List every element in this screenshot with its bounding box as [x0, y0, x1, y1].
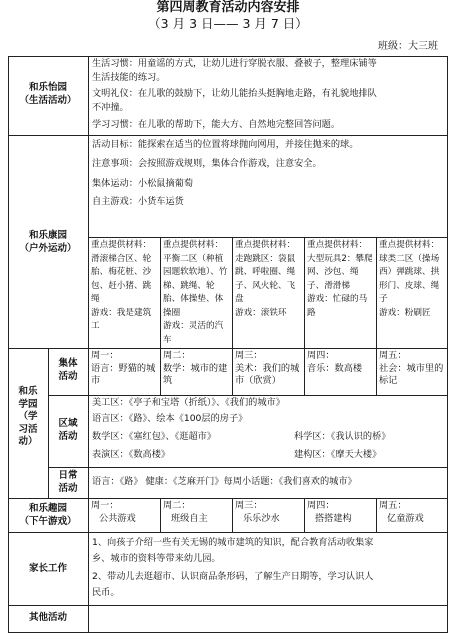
life-line: 不冲撞。 [92, 102, 129, 113]
day-label: 周二： [163, 350, 191, 361]
day-label: 周三： [235, 500, 263, 511]
day-label: 周五： [379, 350, 407, 361]
parent-work-line: 乡、城市的资料等带来幼儿园。 [92, 553, 221, 564]
parent-work-label: 家长工作 [28, 563, 67, 574]
day-content: 亿童游戏 [387, 512, 424, 524]
area-math: 数学区：《塞红包》、《逛超市》 [92, 431, 217, 442]
life-line: 生活习惯：用童谣的方式，让幼儿进行穿脱衣服、叠被子，整理床铺等 [92, 58, 377, 69]
parent-work-line: 1、向孩子介绍一些有关无锡的城市建筑的知识，配合教育活动收集家 [92, 537, 374, 548]
day-label: 周四： [307, 500, 335, 511]
day-content: 美术：我们的城市（欣赏） [235, 362, 300, 387]
day-content: 公共游戏 [99, 512, 136, 524]
other-activities-label: 其他活动 [28, 612, 67, 623]
life-line: 文明礼仪：在儿歌的鼓励下，让幼儿能抬头挺胸地走路，有礼貌地排队 [92, 88, 377, 99]
outdoor-goal-line: 活动目标：能探索在适当的位置将球抛向网用，并接住抛来的球。 [92, 139, 359, 150]
outdoor-area-5: 重点提供材料：球类二区（操场西）弹跳球、拱形门、皮球、绳子 游戏：粉刷匠 [379, 240, 440, 318]
day-label: 周二： [163, 500, 191, 511]
other-activities-content [90, 607, 446, 631]
afternoon-day-tue [163, 500, 230, 525]
day-label: 周五： [379, 500, 407, 511]
afternoon-day-mon [91, 500, 158, 525]
day-label: 周一： [91, 500, 119, 511]
day-content: 班级自主 [171, 512, 208, 524]
daily-activity-label: 日常 活动 [58, 470, 78, 494]
outdoor-area-1: 重点提供材料：滑滚梯合区、轮胎、梅花桩、沙包、赶小猪、跳绳 游戏：我是建筑工 [91, 240, 152, 331]
outdoor-section-label: 和乐康园 （户外运动） [19, 230, 77, 254]
life-line: 生活技能的练习。 [92, 72, 166, 83]
area-science: 科学区：《我认识的桥》 [294, 431, 391, 442]
life-section-label: 和乐怡园 （生活活动） [19, 82, 77, 106]
area-show: 表演区：《数高楼》 [92, 449, 171, 460]
day-content: 搭搭建构 [315, 512, 352, 524]
outdoor-area-3: 重点提供材料：走跑跳区：袋鼠跳、呼啦圈、绳子、风火轮、飞盘 游戏：滚铁环 [235, 240, 296, 318]
daily-activity-text: 语言：《路》 健康：《芝麻开门》每周小话题：《我们喜欢的城市》 [92, 476, 357, 487]
parent-work-line: 民币。 [92, 587, 120, 598]
day-content: 数学：城市的建筑 [163, 362, 228, 387]
area-build: 建构区：《摩天大楼》 [294, 449, 382, 460]
class-label: 班级：大三班 [378, 41, 438, 52]
day-content: 语言：野猫的城市 [91, 362, 156, 387]
collective-day-wed [235, 350, 302, 388]
area-line: 美工区：《亭子和宝塔（折纸）》、《我们的城市》 [92, 397, 285, 408]
collective-day-tue [163, 350, 230, 388]
outdoor-goal-line: 集体运动：小松鼠摘葡萄 [92, 178, 194, 189]
day-label: 周四： [307, 350, 335, 361]
afternoon-section-label: 和乐趣园 （下午游戏） [19, 503, 77, 527]
day-content: 音乐：数高楼 [307, 362, 363, 374]
outdoor-goal-line: 自主游戏：小货车运货 [92, 196, 184, 207]
collective-activity-label: 集体 活动 [58, 358, 78, 382]
afternoon-day-thu [307, 500, 374, 525]
day-label: 周一： [91, 350, 119, 361]
area-line: 语言区：《路》、绘本《100层的房子》 [92, 413, 248, 424]
outdoor-area-4: 重点提供材料：大型玩具2：攀爬网、沙包、绳子、滑滑梯 游戏：忙碌的马路 [307, 240, 373, 318]
collective-day-fri [379, 350, 445, 388]
page-title: 第四周教育活动内容安排 [156, 0, 300, 15]
page-subtitle: （3 月 3 日—— 3 月 7 日） [148, 16, 308, 31]
afternoon-day-fri [379, 500, 445, 525]
day-content: 社会：城市里的标记 [379, 362, 444, 387]
collective-day-mon [91, 350, 158, 388]
afternoon-day-wed [235, 500, 302, 525]
outdoor-goal-line: 注意事项：会按照游戏规则，集体合作游戏，注意安全。 [92, 158, 322, 169]
outdoor-area-2: 重点提供材料：平衡二区（种植园题软软地）、竹梯、跳绳、轮胎、体操垫、体操圈 游戏：灵活的汽车 [163, 240, 228, 345]
day-label: 周三： [235, 350, 263, 361]
collective-day-thu [307, 350, 374, 375]
area-activity-label: 区域 活动 [58, 418, 78, 442]
learning-section-label: 和乐 学园 （学 习活 动） [18, 386, 38, 448]
life-line: 学习习惯：在儿歌的帮助下，能大方、自然地完整回答问题。 [92, 119, 341, 130]
parent-work-line: 2、带动儿去逛超市、认识商品条形码，了解生产日期等，学习认识人 [92, 571, 374, 582]
day-content: 乐乐沙水 [243, 512, 280, 524]
